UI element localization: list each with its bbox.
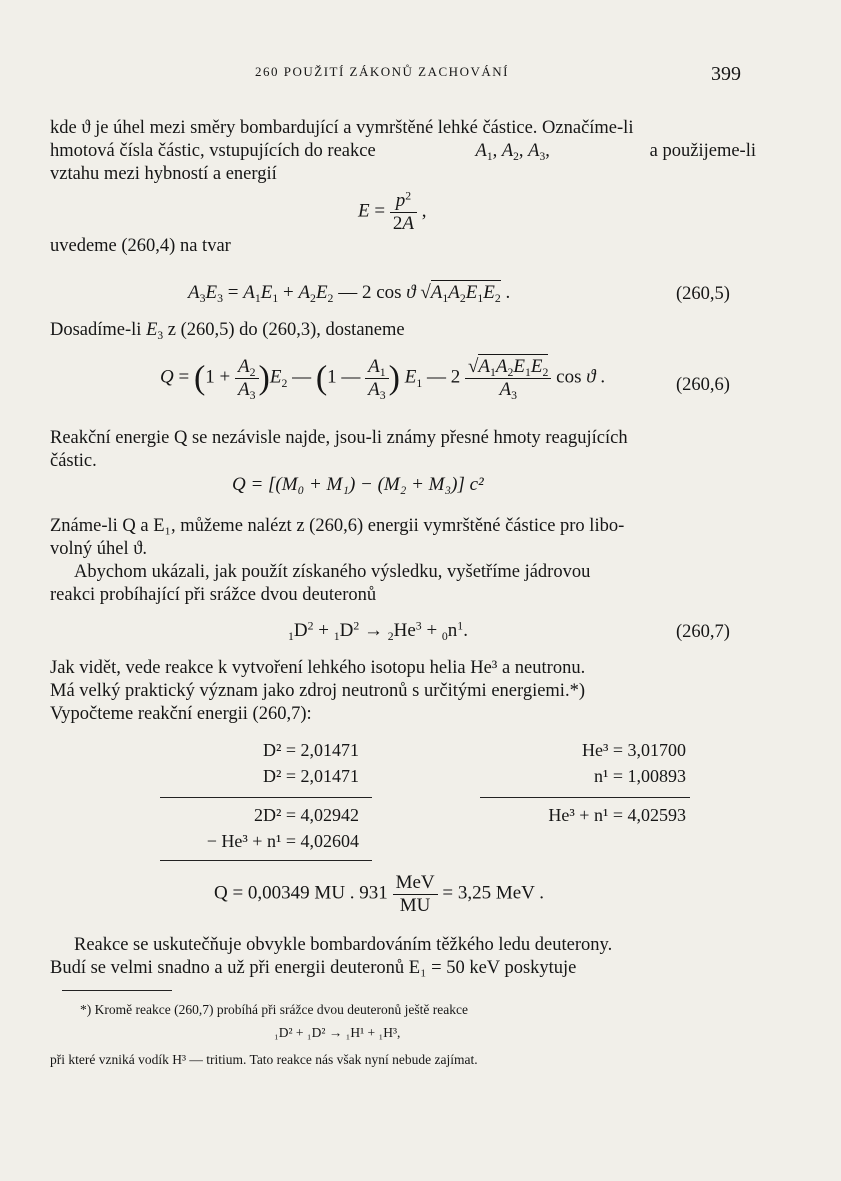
calc-left-row: 2D² = 4,02942 <box>253 805 359 825</box>
paragraph-line: Známe-li Q a E₁, můžeme nalézt z (260,6) energii vymrštěné částice pro libo- <box>50 516 625 536</box>
paragraph-line: Dosadíme-li $E_3$ z (260,5) do (260,3), dostaneme <box>50 320 405 342</box>
paragraph-line: reakci probíhající při srážce dvou deuteronů <box>50 585 377 605</box>
math-inline: $A_1$, $A_2$, $A_3$, <box>475 141 550 163</box>
equation-number: (260,6) <box>676 375 730 395</box>
calc-left-row: − He³ + n¹ = 4,02604 <box>206 831 359 851</box>
page-number: 399 <box>711 63 741 85</box>
paragraph-line: Má velký praktický význam jako zdroj neutronů s určitými energiemi.*) <box>50 681 585 701</box>
paragraph-line: uvedeme (260,4) na tvar <box>50 236 231 256</box>
sum-rule <box>160 860 372 861</box>
paragraph-line <box>50 141 756 162</box>
paragraph-line: Jak vidět, vede reakce k vytvoření lehkého isotopu helia He³ a neutronu. <box>50 658 586 678</box>
equation-part: Q = 0,00349 MU . 931 <box>214 882 388 904</box>
text-fragment: a použijeme-li <box>649 141 756 161</box>
footnote-line: *) Kromě reakce (260,7) probíhá při srážce dvou deuteronů ještě reakce <box>80 1002 468 1017</box>
text-fragment: z (260,5) do (260,3), dostaneme <box>167 320 405 340</box>
fraction-numerator: MeV <box>393 872 438 895</box>
paragraph-line: vztahu mezi hybností a energií <box>50 164 277 184</box>
equation-q-value <box>214 872 544 917</box>
footnote-line: při které vzniká vodík H³ — tritium. Tato reakce nás však nyní nebude zajímat. <box>50 1052 478 1067</box>
paragraph-line: Abychom ukázali, jak použít získaného výsledku, vyšetříme jádrovou <box>74 562 591 582</box>
sum-rule <box>480 797 690 798</box>
paragraph-line: volný úhel ϑ. <box>50 539 148 559</box>
equation-energy: E = $\frac{p^2}{2A}$ , <box>358 189 427 234</box>
equation-part: = 3,25 MeV . <box>442 882 545 904</box>
text-fragment: hmotová čísla částic, vstupujících do reakce <box>50 141 376 161</box>
calc-right-row: He³ = 3,01700 <box>581 740 686 760</box>
paragraph-line: částic. <box>50 451 97 471</box>
calc-right-row: He³ + n¹ = 4,02593 <box>548 805 686 825</box>
equation-number: (260,7) <box>676 622 730 642</box>
paragraph-line: kde ϑ je úhel mezi směry bombardující a vymrštěné lehké částice. Označíme-li <box>50 118 634 138</box>
paragraph-line: Budí se velmi snadno a už při energii deuteronů E₁ = 50 keV poskytuje <box>50 958 577 978</box>
equation-260-7: $_1D^2 + _1D^2 \to _2He^3 + _0n^1$. <box>288 619 468 644</box>
calc-left-row: D² = 2,01471 <box>262 766 359 786</box>
calc-right-row: n¹ = 1,00893 <box>593 766 686 786</box>
paragraph-line: Reakční energie Q se nezávisle najde, jsou-li známy přesné hmoty reagujících <box>50 428 628 448</box>
text-fragment: Dosadíme-li <box>50 320 142 340</box>
paragraph-line: Reakce se uskutečňuje obvykle bombardováním těžkého ledu deuterony. <box>74 935 613 955</box>
equation-reaction-energy: Q = [(M₀ + M₁) − (M₂ + M₃)] c² <box>232 474 484 495</box>
running-header: 260 POUŽITÍ ZÁKONŮ ZACHOVÁNÍ <box>255 64 509 79</box>
paragraph-line: Vypočteme reakční energii (260,7): <box>50 704 312 724</box>
equation-260-6: Q = (1 + $\frac{A_2}{A_3}$ )$E_2$ — (1 — $\frac{A_1}{A_3}$ ) $E_1$ — 2 $\frac{√A_1A_2E_1E_2}{A_3}$ cos ϑ . <box>160 356 606 402</box>
footnote-rule <box>62 990 172 991</box>
fraction-denominator: MU <box>399 894 431 916</box>
footnote-equation: ₁D² + ₁D² → ₁H¹ + ₁H³, <box>274 1025 401 1040</box>
sum-rule <box>160 797 372 798</box>
calc-left-row: D² = 2,01471 <box>262 740 359 760</box>
equation-number: (260,5) <box>676 284 730 304</box>
equation-260-5: $A_3E_3 = A_1E_1 + A_2E_2$ — 2 cos ϑ $√A_1A_2E_1E_2$ . <box>188 282 511 306</box>
